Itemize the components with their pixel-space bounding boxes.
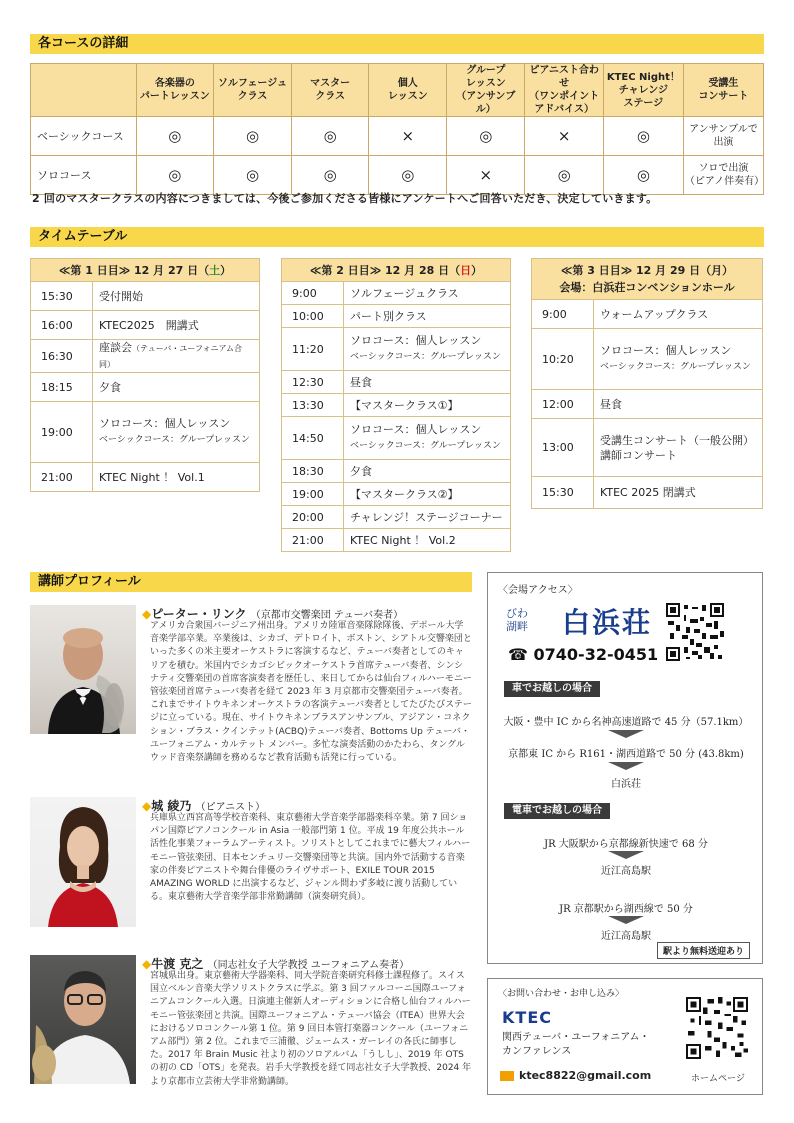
event-label: 【マスタークラス①】 — [350, 398, 459, 412]
time-slot: 16:30 — [31, 340, 93, 373]
timetable-row — [31, 282, 260, 311]
course-availability-mark: ◎ — [603, 117, 683, 156]
timetable-row — [532, 477, 763, 509]
time-slot: 9:00 — [532, 300, 594, 329]
course-table-header: ピアニスト合わせ （ワンポイント アドバイス） — [525, 64, 603, 117]
event-secondary-label — [600, 358, 756, 375]
contact-box — [487, 978, 763, 1095]
event-cell — [594, 329, 763, 390]
time-slot: 12:00 — [532, 390, 594, 419]
timetable-day2 — [281, 258, 511, 552]
timetable-row — [282, 305, 511, 328]
event-secondary-text: ベーシックコース：グループレッスン — [350, 352, 501, 362]
profile-photo-katsuyuki-ushiwata — [30, 955, 136, 1084]
profile-bio-3: 宮城県出身。東京藝術大学器楽科、同大学院音楽研究科修士課程修了。スイス国立ベルン音楽大学ソリストクラスに学ぶ。第 3 回ファルコーニ国際ユーフォニアムコンクール入選。日演連主催新人オーディションに合格し仙台フィルハーモニー管弦楽団と共演。国際ユーフォニアム・テューバ協会（ITEA）世界大会におけるソロコンクール第 1 位。第 9 回日本管打楽器コンクール（ユーフォニアム部門）第 2 位。これまで三浦徹、ジェームス・ガーレイの各氏に師事した。2017 年 Brain Music 社より初のソロアルバム「うしし」、2019 年 OTS の初の CD「OTS」を発表。岩手大学教授を経て同志社女子大学教授、2024 年より京都市立芸術大学非常勤講師。 — [150, 971, 472, 1087]
course-table-header: 受講生 コンサート — [683, 64, 763, 117]
event-secondary-text: ベーシックコース：グループレッスン — [600, 362, 751, 372]
timetable-row — [532, 300, 763, 329]
venue-qr-code[interactable] — [666, 603, 724, 661]
event-label: チャレンジ！ステージコーナー — [350, 510, 503, 524]
course-table-row — [31, 117, 764, 156]
timetable-row — [282, 460, 511, 483]
course-name: ベーシックコース — [31, 117, 137, 156]
concert-participation-note: ソロで出演 （ピアノ伴奏有） — [683, 156, 763, 195]
event-cell — [344, 417, 511, 460]
event-cell — [93, 282, 260, 311]
timetable-row — [31, 340, 260, 373]
event-secondary-text: ベーシックコース：グループレッスン — [99, 435, 250, 445]
event-label: 昼食 — [350, 375, 372, 389]
train-route-2: JR 京都駅から湖西線で 50 分 — [559, 904, 693, 915]
day2-header: ≪第 2 日目≫ 12 月 28 日（日） — [282, 259, 511, 282]
timetable-row — [282, 483, 511, 506]
car-access-label: 車でお越しの場合 — [504, 681, 600, 697]
phone-icon: ☎ — [508, 645, 528, 664]
time-slot: 19:00 — [31, 402, 93, 463]
profile-photo-peter-link — [30, 605, 136, 734]
course-table-row — [31, 156, 764, 195]
event-label: 【マスタークラス②】 — [350, 487, 459, 501]
time-slot: 19:00 — [282, 483, 344, 506]
event-label: ウォームアップクラス — [600, 307, 709, 321]
event-cell — [344, 328, 511, 371]
car-route-1: 大阪・豊中 IC から名神高速道路で 45 分（57.1km） — [503, 717, 749, 728]
car-destination: 白浜荘 — [611, 779, 641, 790]
train-access-label: 電車でお越しの場合 — [504, 803, 610, 819]
event-cell — [93, 463, 260, 492]
event-sublabel: （テューバ・ユーフォニアム合同） — [99, 344, 242, 369]
course-availability-mark: ◎ — [603, 156, 683, 195]
course-table-header: 各楽器の パートレッスン — [136, 64, 214, 117]
time-slot: 18:15 — [31, 373, 93, 402]
event-cell — [594, 419, 763, 477]
organization-name: 関西テューバ・ユーフォニアム・ カンファレンス — [502, 1032, 650, 1057]
event-cell — [344, 460, 511, 483]
event-cell — [93, 373, 260, 402]
event-secondary-label — [350, 348, 504, 365]
day3-header: ≪第 3 日目≫ 12 月 29 日（月） 会場：白浜荘コンベンションホール — [532, 259, 763, 300]
event-cell — [594, 390, 763, 419]
course-availability-mark: ◎ — [136, 117, 214, 156]
time-slot: 10:00 — [282, 305, 344, 328]
timetable-row — [532, 390, 763, 419]
contact-title: 〈お問い合わせ・お申し込み〉 — [498, 989, 625, 999]
homepage-label: ホームページ — [691, 1074, 745, 1084]
event-label: KTEC Night ！ Vol.1 — [99, 470, 205, 484]
time-slot: 11:20 — [282, 328, 344, 371]
day1-header: ≪第 1 日目≫ 12 月 27 日（土） — [31, 259, 260, 282]
arrow-down-icon — [608, 762, 644, 770]
time-slot: 13:30 — [282, 394, 344, 417]
course-table-corner — [31, 64, 137, 117]
time-slot: 15:30 — [532, 477, 594, 509]
timetable-row — [282, 506, 511, 529]
timetable-row — [282, 371, 511, 394]
course-name: ソロコース — [31, 156, 137, 195]
course-availability-mark: × — [525, 117, 603, 156]
profile-photo-aya-jo — [30, 797, 136, 927]
car-route-2: 京都東 IC から R161・湖西道路で 50 分 (43.8km) — [508, 749, 744, 760]
event-cell — [344, 506, 511, 529]
venue-phone: ☎ 0740-32-0451 — [508, 645, 659, 664]
event-label: KTEC2025 開講式 — [99, 318, 199, 332]
master-class-note: 2 回のマスタークラスの内容につきましては、今後ご参加くださる皆様にアンケートへご回答いただき、決定していきます。 — [32, 192, 658, 205]
time-slot: 13:00 — [532, 419, 594, 477]
course-availability-mark: ◎ — [214, 156, 292, 195]
course-availability-mark: ◎ — [369, 156, 447, 195]
timetable-row — [282, 417, 511, 460]
event-label: ソロコース：個人レッスン — [99, 417, 231, 430]
course-table — [30, 63, 764, 195]
event-secondary-label — [350, 437, 504, 454]
event-label: KTEC Night ！ Vol.2 — [350, 533, 456, 547]
timetable-row — [31, 373, 260, 402]
time-slot: 18:30 — [282, 460, 344, 483]
time-slot: 21:00 — [282, 529, 344, 552]
event-cell — [344, 483, 511, 506]
event-cell — [344, 394, 511, 417]
event-label: 夕食 — [350, 464, 372, 478]
event-cell — [93, 402, 260, 463]
time-slot: 14:50 — [282, 417, 344, 460]
event-cell — [344, 371, 511, 394]
event-secondary-label: 講師コンサート — [600, 448, 677, 462]
course-availability-mark: ◎ — [525, 156, 603, 195]
event-label: ソロコース：個人レッスン — [350, 334, 482, 347]
event-label: 座談会 — [99, 341, 132, 354]
event-cell — [344, 282, 511, 305]
course-availability-mark: × — [447, 156, 525, 195]
timetable-row — [31, 311, 260, 340]
course-table-header: ソルフェージュ クラス — [214, 64, 292, 117]
event-label: KTEC 2025 閉講式 — [600, 486, 696, 499]
event-label: 夕食 — [99, 380, 121, 394]
timetable-day3 — [531, 258, 763, 509]
profile-name-2: ◆城 綾乃 （ピアニスト） — [142, 799, 266, 813]
time-slot: 16:00 — [31, 311, 93, 340]
course-table-header: マスター クラス — [291, 64, 369, 117]
time-slot: 10:20 — [532, 329, 594, 390]
profile-bio-2: 兵庫県立西宮高等学校音楽科、東京藝術大学音楽学部器楽科卒業。第 7 回ショパン国際ピアノコンクール in Asia 一般部門第 1 位。平成 19 年度公共ホール活性化事業フォーラムアーティスト。ソリストとしてこれまでに藝大フィルハーモニー管弦楽団、日本センチュリー交響楽団等と共演。国内外で活動する音楽家の伴奏ピアニストや舞台俳優のライヴサポート、EXILE TOUR 2015 AMAZING WORLD に出演するなど、ジャンル問わず多岐に渡り活動している。東京藝術大学音楽学部非常勤講師（演奏研究員）。 — [150, 813, 471, 903]
course-availability-mark: ◎ — [136, 156, 214, 195]
arrow-down-icon — [608, 730, 644, 738]
profile-name-3: ◆牛渡 克之 （同志社女子大学教授 ユーフォニアム奏者） — [142, 957, 410, 971]
timetable-row — [532, 329, 763, 390]
time-slot: 15:30 — [31, 282, 93, 311]
venue-logo: 白浜荘 — [562, 606, 653, 639]
time-slot: 21:00 — [31, 463, 93, 492]
event-cell — [594, 477, 763, 509]
concert-participation-note: アンサンブルで 出演 — [683, 117, 763, 156]
course-availability-mark: ◎ — [214, 117, 292, 156]
event-cell — [344, 529, 511, 552]
mail-icon — [500, 1071, 514, 1081]
section-header-courses: 各コースの詳細 — [30, 34, 764, 54]
timetable-row — [532, 419, 763, 477]
ktec-logo: KTEC — [502, 1008, 552, 1027]
train-destination-2: 近江高島駅 — [601, 931, 651, 942]
shuttle-note: 駅より無料送迎あり — [657, 942, 750, 959]
event-cell — [93, 311, 260, 340]
profile-bio-1: アメリカ合衆国バージニア州出身。アメリカ陸軍音楽隊除隊後、デポール大学音楽学部卒業。卒業後は、シカゴ、デトロイト、ボストン、シアトル交響楽団といった多くの米主要オーケストラに客演するなど、テューバ奏者としてのキャリアを積む。米国内でシカゴシビックオーケストラ首席テューバ奏者、シンシナティ交響楽団の首席客演奏者を歴任し、来日してからは仙台フィルハーモニー管弦楽団首席テューバ奏者を経て 2023 年 3 月京都市交響楽団テューバ奏者。これまでサイトウキネンオーケストラの客演テューバ奏者としてたびたびステージに立っている。現在、サイトウキネンブラスアンサンブル、アジアン・コネクション・ブラス・クインテット(ACBQ)テューバ奏者、Bottoms Up テューバ・ユーフォニアム・カルテット メンバー。多忙な演奏活動のかたわら、タングルウッド音楽祭講師を務めるなど教育活動も活発に行っている。 — [150, 621, 472, 764]
arrow-down-icon — [608, 851, 644, 859]
venue-access-box — [487, 572, 763, 964]
event-label: 受付開始 — [99, 289, 143, 303]
event-cell — [594, 300, 763, 329]
contact-email[interactable]: ktec8822@gmail.com — [500, 1069, 651, 1082]
time-slot: 20:00 — [282, 506, 344, 529]
section-header-timetable: タイムテーブル — [30, 227, 764, 247]
timetable-row — [282, 394, 511, 417]
access-title: 〈会場アクセス〉 — [498, 585, 578, 596]
event-cell — [344, 305, 511, 328]
event-label: 受講生コンサート（一般公開） — [600, 433, 754, 447]
timetable-row — [31, 463, 260, 492]
time-slot: 12:30 — [282, 371, 344, 394]
event-secondary-label — [99, 431, 253, 448]
timetable-row — [31, 402, 260, 463]
timetable-day1 — [30, 258, 260, 492]
event-label: 昼食 — [600, 397, 622, 411]
event-label: パート別クラス — [350, 309, 427, 323]
event-label: ソルフェージュクラス — [350, 286, 459, 300]
time-slot: 9:00 — [282, 282, 344, 305]
venue-logo-small: びわ 湖畔 — [506, 607, 528, 633]
timetable-row — [282, 529, 511, 552]
event-label: ソロコース：個人レッスン — [600, 344, 732, 357]
course-table-header: KTEC Night！ チャレンジ ステージ — [603, 64, 683, 117]
course-availability-mark: ◎ — [291, 156, 369, 195]
train-destination-1: 近江高島駅 — [601, 866, 651, 877]
course-table-header: 個人 レッスン — [369, 64, 447, 117]
timetable-row — [282, 282, 511, 305]
course-table-header: グループ レッスン （アンサンブル） — [447, 64, 525, 117]
timetable-row — [282, 328, 511, 371]
event-secondary-text: ベーシックコース：グループレッスン — [350, 441, 501, 451]
course-availability-mark: × — [369, 117, 447, 156]
section-header-profiles: 講師プロフィール — [30, 572, 472, 592]
homepage-qr-code[interactable] — [686, 997, 748, 1059]
train-route-1: JR 大阪駅から京都線新快速で 68 分 — [544, 839, 708, 850]
event-label: ソロコース：個人レッスン — [350, 423, 482, 436]
course-availability-mark: ◎ — [291, 117, 369, 156]
profile-name-1: ◆ピーター・リンク （京都市交響楽団 テューバ奏者） — [142, 607, 404, 621]
event-cell — [93, 340, 260, 373]
arrow-down-icon — [608, 916, 644, 924]
course-availability-mark: ◎ — [447, 117, 525, 156]
